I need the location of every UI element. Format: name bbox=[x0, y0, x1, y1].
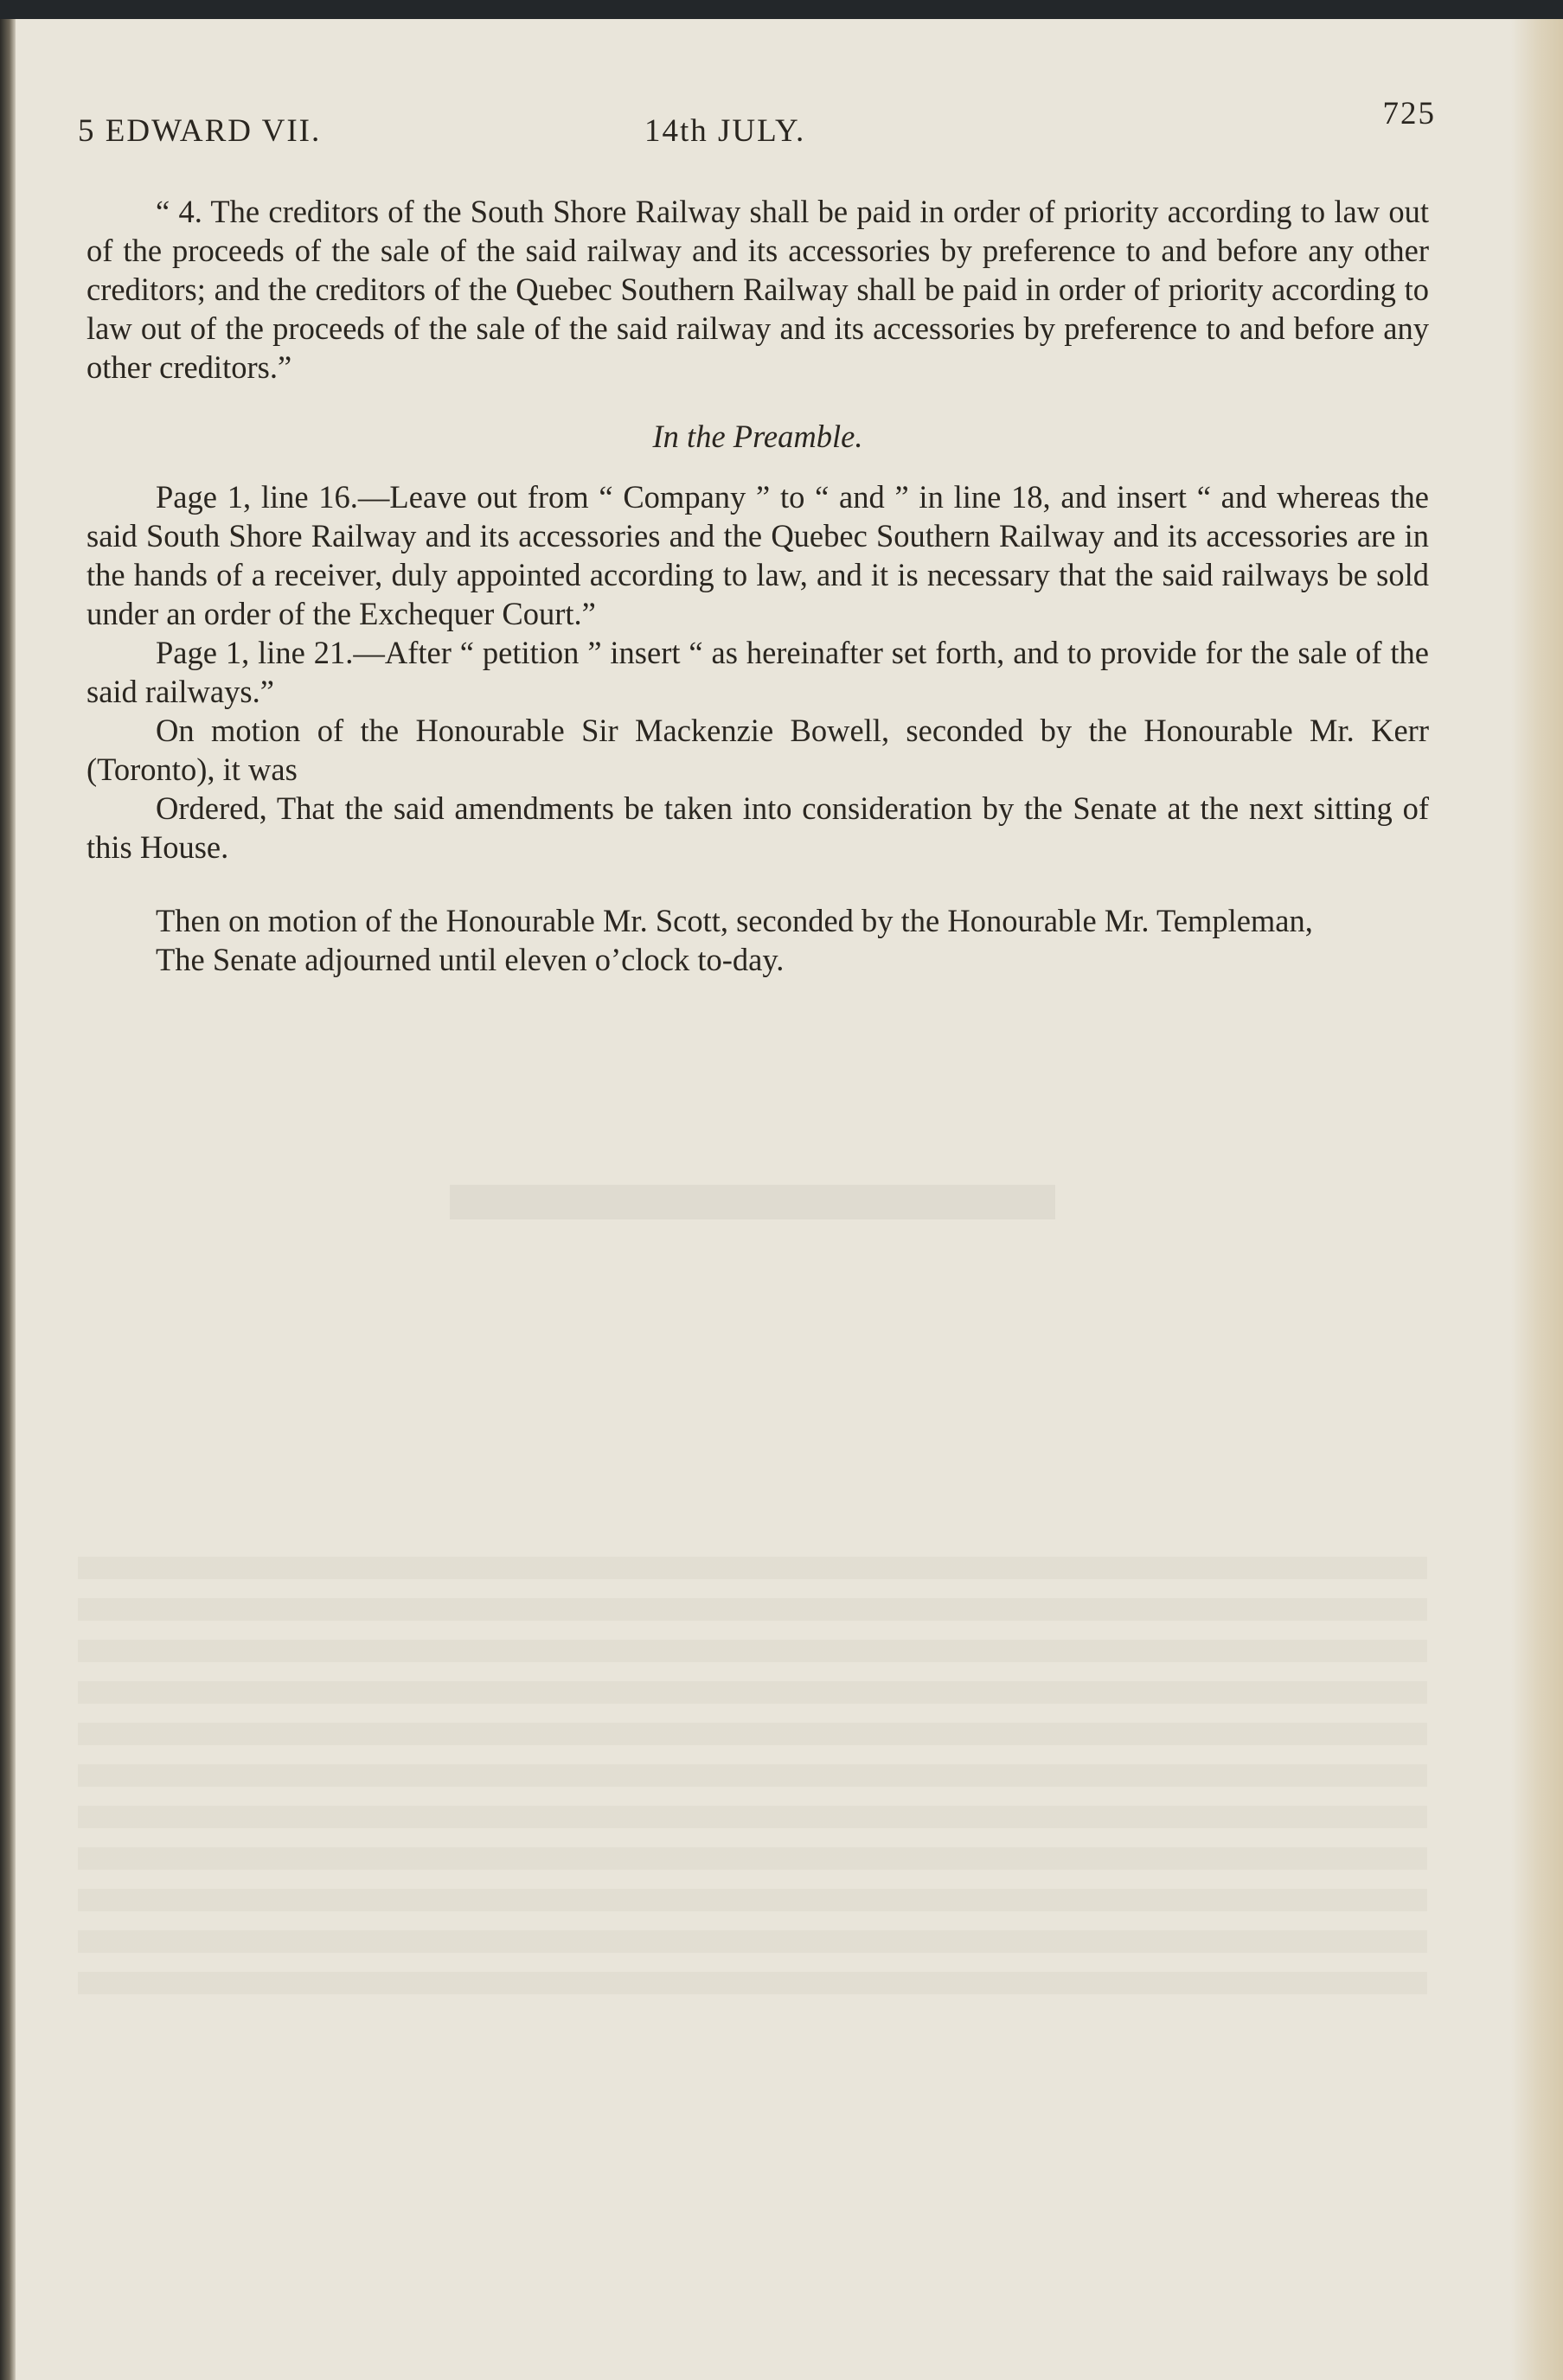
section-heading-preamble: In the Preamble. bbox=[652, 419, 863, 454]
bleed-through-shadow-block bbox=[78, 1557, 1427, 2006]
amendment-page1-line21: Page 1, line 21.—After “ petition ” insert “ as hereinafter set forth, and to provide for the sale of the said railways.” bbox=[86, 635, 1429, 709]
journal-body bbox=[86, 192, 1429, 979]
motion-paragraph: On motion of the Honourable Sir Mackenzie Bowell, seconded by the Honourable Mr. Kerr (Toronto), it was bbox=[86, 713, 1429, 787]
order-paragraph: Ordered, That the said amendments be taken into consideration by the Senate at the next sitting of this House. bbox=[86, 790, 1429, 865]
bleed-through-shadow bbox=[450, 1185, 1055, 1219]
page-number: 725 bbox=[1382, 96, 1436, 131]
amendment-clause-4: “ 4. The creditors of the South Shore Railway shall be paid in order of priority according to law out of the proceeds of the sale of the said railway and its accessories by preference to and before any other creditors; and the creditors of the Quebec Southern Railway shall be paid in order of priority according to law out of the proceeds of the sale of the said railway and its accessories by preference to and before any other creditors.” bbox=[86, 194, 1429, 385]
running-head-regnal-year: 5 EDWARD VII. bbox=[78, 113, 322, 149]
amendment-page1-line16: Page 1, line 16.—Leave out from “ Company ” to “ and ” in line 18, and insert “ and whereas the said South Shore Railway and its accessories and the Quebec Southern Railway and its accessories are in the hands of a receiver, duly appointed according to law, and it is necessary that the said railways be sold under an order of the Exchequer Court.” bbox=[86, 479, 1429, 631]
adjournment-motion-paragraph: Then on motion of the Honourable Mr. Scott, seconded by the Honourable Mr. Templeman, bbox=[156, 903, 1313, 938]
running-head-date: 14th JULY. bbox=[644, 113, 806, 149]
adjournment-paragraph: The Senate adjourned until eleven o’clock to-day. bbox=[156, 942, 785, 977]
running-head bbox=[78, 95, 1436, 147]
